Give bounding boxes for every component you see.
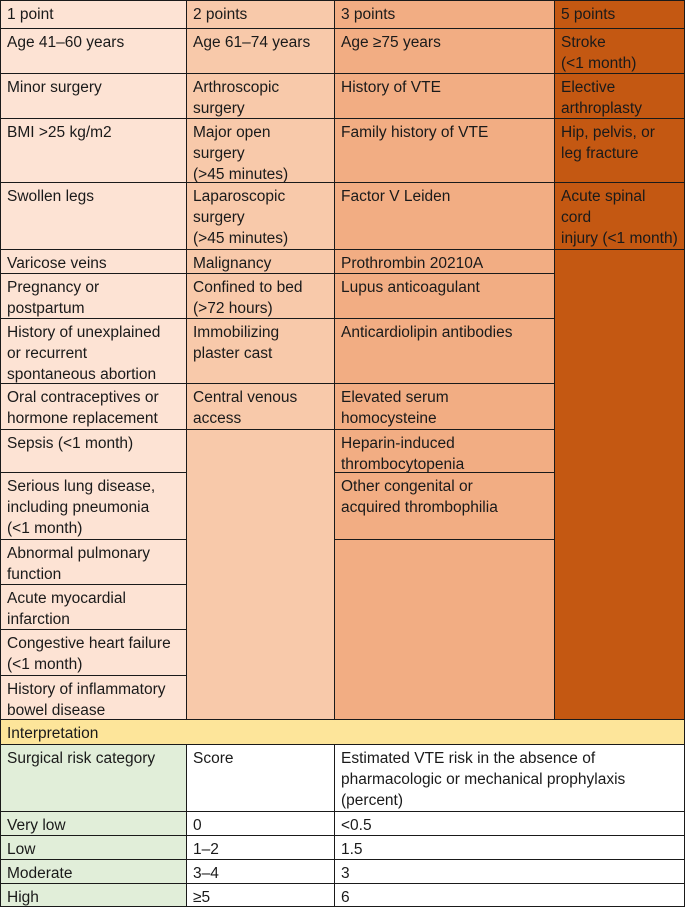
vte-risk-cell <box>334 835 685 860</box>
risk-factor-2pt <box>186 383 335 430</box>
cell-text: Heparin-induced thrombocytopenia <box>341 435 465 473</box>
empty-cell-2pt <box>186 429 335 720</box>
risk-factor-1pt <box>0 629 187 676</box>
cell-text: Age ≥75 years <box>341 34 441 51</box>
risk-category-cell <box>0 859 187 884</box>
risk-factor-3pt <box>334 249 555 274</box>
risk-factor-1pt <box>0 675 187 720</box>
vte-risk-cell <box>334 811 685 836</box>
cell-text: 3 <box>341 865 350 882</box>
risk-factor-3pt <box>334 383 555 430</box>
empty-cell-5pt <box>554 249 685 720</box>
risk-factor-1pt <box>0 182 187 250</box>
risk-category-header <box>0 744 187 812</box>
cell-text: <0.5 <box>341 817 372 834</box>
risk-factor-1pt <box>0 539 187 585</box>
cell-text: Lupus anticoagulant <box>341 279 480 296</box>
header-2-points <box>186 0 335 29</box>
cell-text: Varicose veins <box>7 255 107 272</box>
score-cell <box>186 811 335 836</box>
empty-cell-3pt <box>334 539 555 720</box>
risk-category-cell <box>0 835 187 860</box>
cell-text: Other congenital or acquired thrombophilia <box>341 478 498 516</box>
cell-text: History of VTE <box>341 79 441 96</box>
risk-factor-2pt <box>186 273 335 319</box>
risk-factor-5pt <box>554 182 685 250</box>
risk-factor-2pt <box>186 28 335 74</box>
cell-text: Minor surgery <box>7 79 102 96</box>
score-cell <box>186 883 335 907</box>
interpretation-title: Interpretation <box>7 725 99 742</box>
cell-text: Confined to bed (>72 hours) <box>193 279 303 317</box>
cell-text: Pregnancy or postpartum <box>7 279 100 317</box>
cell-text: Family history of VTE <box>341 124 489 141</box>
risk-factor-2pt <box>186 118 335 183</box>
risk-factor-1pt <box>0 429 187 473</box>
risk-factor-2pt <box>186 318 335 384</box>
interpretation-header <box>0 719 685 745</box>
risk-factor-1pt <box>0 28 187 74</box>
cell-text: History of inflammatory bowel disease <box>7 681 166 719</box>
cell-text: Estimated VTE risk in the absence of pharmacologic or mechanical prophylaxis (percent) <box>341 750 626 809</box>
score-cell <box>186 835 335 860</box>
risk-factor-3pt <box>334 182 555 250</box>
cell-text: Acute myocardial infarction <box>7 590 126 628</box>
risk-factor-3pt <box>334 472 555 540</box>
cell-text: Central venous access <box>193 389 298 427</box>
cell-text: Factor V Leiden <box>341 188 451 205</box>
cell-text: Laparoscopic surgery (>45 minutes) <box>193 188 289 247</box>
vte-risk-cell <box>334 859 685 884</box>
cell-text: Immobilizing plaster cast <box>193 324 280 362</box>
cell-text: 6 <box>341 889 350 906</box>
risk-factor-1pt <box>0 472 187 540</box>
risk-factor-3pt <box>334 28 555 74</box>
risk-category-cell <box>0 811 187 836</box>
score-header <box>186 744 335 812</box>
cell-text: Age 61–74 years <box>193 34 311 51</box>
risk-factor-2pt <box>186 73 335 119</box>
cell-text: Very low <box>7 817 66 834</box>
header-1-point <box>0 0 187 29</box>
cell-text: Elevated serum homocysteine <box>341 389 449 427</box>
risk-factor-5pt <box>554 118 685 183</box>
risk-factor-1pt <box>0 383 187 430</box>
score-cell <box>186 859 335 884</box>
risk-factor-2pt <box>186 249 335 274</box>
risk-factor-3pt <box>334 429 555 473</box>
cell-text: History of unexplained or recurrent spontaneous abortion <box>7 324 161 383</box>
cell-text: Stroke (<1 month) <box>561 34 637 72</box>
header-3-points <box>334 0 555 29</box>
cell-text: BMI >25 kg/m2 <box>7 124 112 141</box>
cell-text: Score <box>193 750 234 767</box>
risk-factor-1pt <box>0 318 187 384</box>
cell-text: Low <box>7 841 36 858</box>
cell-text: Arthroscopic surgery <box>193 79 280 117</box>
cell-text: Moderate <box>7 865 73 882</box>
cell-text: Elective arthroplasty <box>561 79 642 117</box>
cell-text: Acute spinal cord injury (<1 month) <box>561 188 678 247</box>
cell-text: ≥5 <box>193 889 211 906</box>
header-label: 5 points <box>561 6 616 23</box>
cell-text: Oral contraceptives or hormone replacement <box>7 389 159 427</box>
risk-factor-3pt <box>334 118 555 183</box>
cell-text: Malignancy <box>193 255 272 272</box>
header-label: 1 point <box>7 6 54 23</box>
header-label: 3 points <box>341 6 396 23</box>
risk-factor-1pt <box>0 249 187 274</box>
cell-text: Surgical risk category <box>7 750 156 767</box>
cell-text: Prothrombin 20210A <box>341 255 484 272</box>
risk-factor-1pt <box>0 118 187 183</box>
risk-factor-1pt <box>0 273 187 319</box>
cell-text: High <box>7 889 39 906</box>
cell-text: Major open surgery (>45 minutes) <box>193 124 289 183</box>
risk-factor-1pt <box>0 584 187 630</box>
cell-text: Hip, pelvis, or leg fracture <box>561 124 655 162</box>
risk-factor-1pt <box>0 73 187 119</box>
cell-text: 1.5 <box>341 841 363 858</box>
cell-text: Congestive heart failure (<1 month) <box>7 635 171 673</box>
risk-factor-5pt <box>554 73 685 119</box>
header-5-points <box>554 0 685 29</box>
cell-text: Anticardiolipin antibodies <box>341 324 513 341</box>
cell-text: Swollen legs <box>7 188 95 205</box>
vte-risk-cell <box>334 883 685 907</box>
cell-text: 1–2 <box>193 841 219 858</box>
cell-text: 0 <box>193 817 202 834</box>
cell-text: Serious lung disease, including pneumonia (<1 month) <box>7 478 156 537</box>
risk-factor-5pt <box>554 28 685 74</box>
cell-text: Abnormal pulmonary function <box>7 545 151 583</box>
cell-text: Sepsis (<1 month) <box>7 435 134 452</box>
vte-risk-header <box>334 744 685 812</box>
cell-text: 3–4 <box>193 865 219 882</box>
risk-factor-3pt <box>334 273 555 319</box>
risk-factor-3pt <box>334 318 555 384</box>
risk-factor-3pt <box>334 73 555 119</box>
risk-factor-2pt <box>186 182 335 250</box>
risk-category-cell <box>0 883 187 907</box>
cell-text: Age 41–60 years <box>7 34 125 51</box>
header-label: 2 points <box>193 6 248 23</box>
